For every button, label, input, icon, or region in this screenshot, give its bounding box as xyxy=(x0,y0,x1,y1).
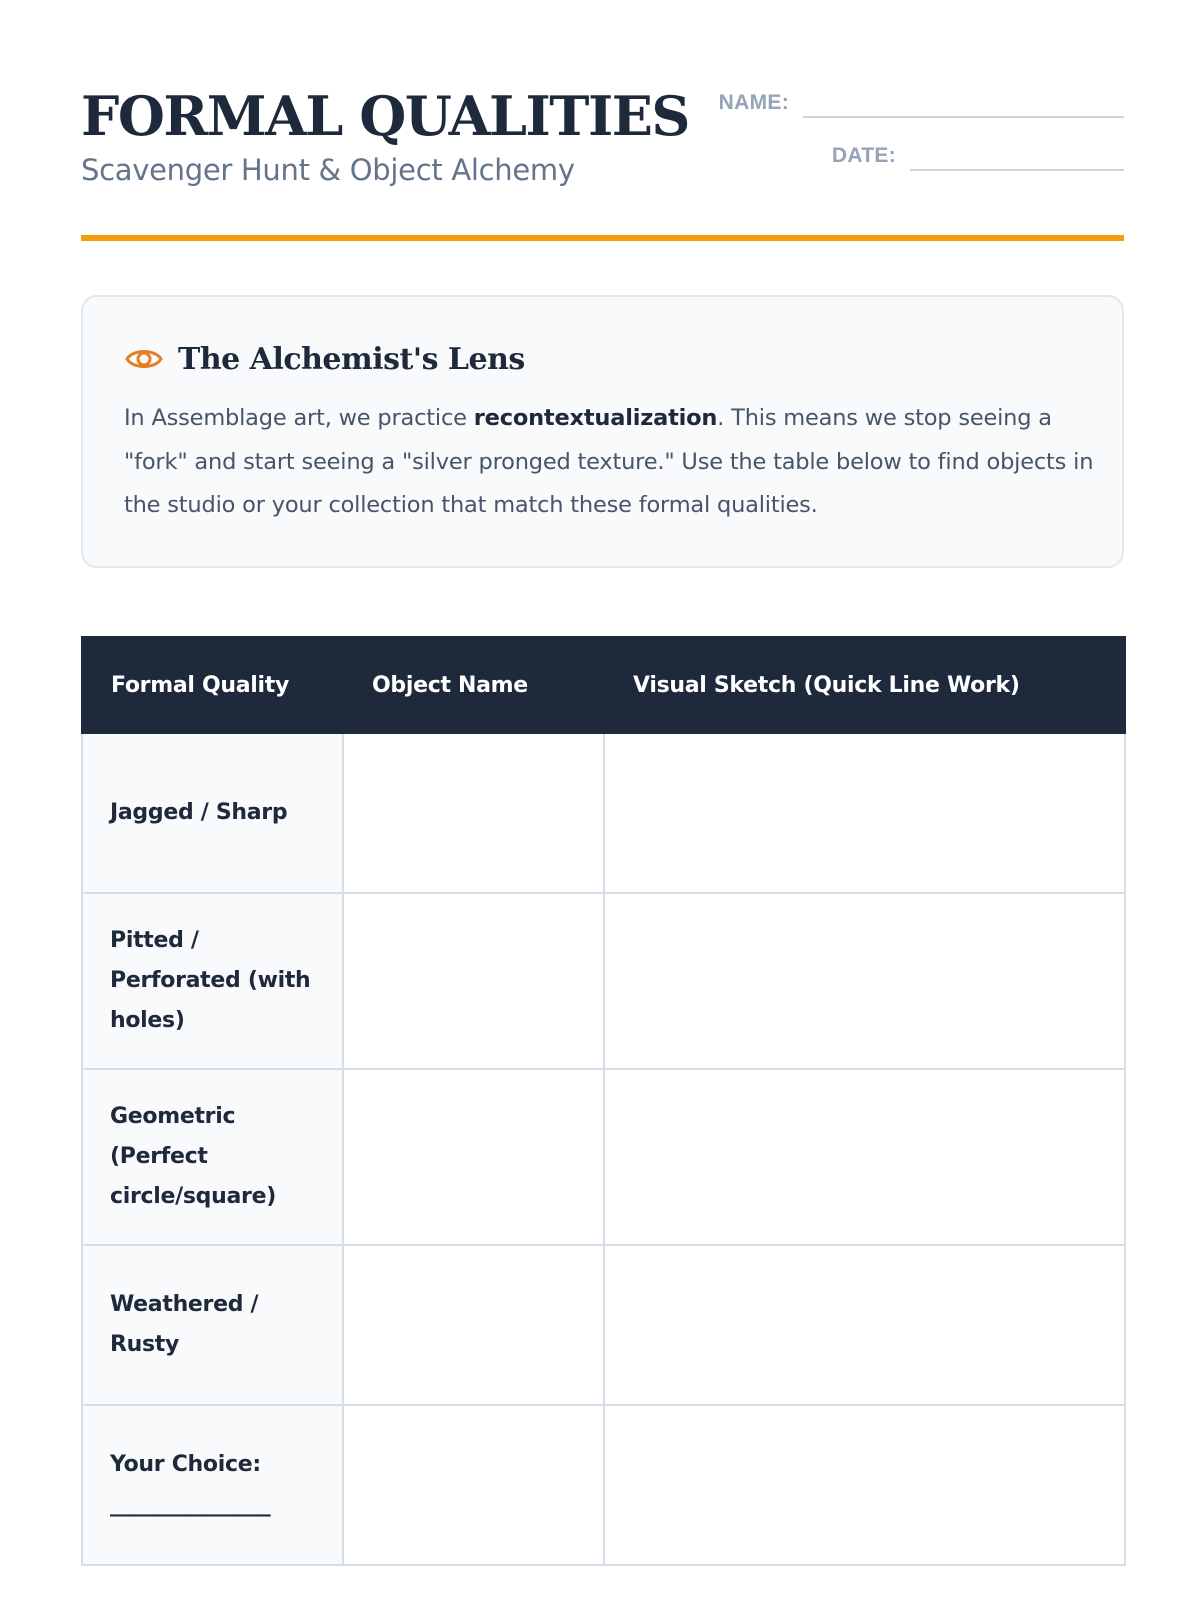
lens-title: The Alchemist's Lens xyxy=(178,341,525,377)
table-header-row xyxy=(82,637,1125,733)
table-row xyxy=(82,733,1125,893)
quality-cell: Weathered / Rusty xyxy=(82,1245,343,1405)
object-name-cell[interactable] xyxy=(343,733,604,893)
sketch-cell[interactable] xyxy=(604,733,1125,893)
table-row xyxy=(82,1405,1125,1565)
object-name-cell[interactable] xyxy=(343,893,604,1069)
header-divider xyxy=(81,235,1124,241)
lens-keyword: recontextualization xyxy=(473,405,718,431)
name-field xyxy=(719,82,1124,118)
object-name-cell[interactable] xyxy=(343,1069,604,1245)
lens-body-text xyxy=(124,397,1094,528)
table-row xyxy=(82,1069,1125,1245)
column-header-visual-sketch: Visual Sketch (Quick Line Work) xyxy=(604,637,1125,733)
lens-body-intro: In Assemblage art, we practice xyxy=(124,405,474,431)
name-input-line[interactable] xyxy=(803,82,1124,118)
date-field xyxy=(832,135,1124,171)
eye-icon xyxy=(124,339,164,379)
column-header-object-name: Object Name xyxy=(343,637,604,733)
object-name-cell[interactable] xyxy=(343,1245,604,1405)
object-name-cell[interactable] xyxy=(343,1405,604,1565)
table-row xyxy=(82,893,1125,1069)
page-subtitle: Scavenger Hunt & Object Alchemy xyxy=(81,153,575,187)
quality-cell: Your Choice: _______________ xyxy=(82,1405,343,1565)
quality-cell: Jagged / Sharp xyxy=(82,733,343,893)
quality-cell: Geometric (Perfect circle/square) xyxy=(82,1069,343,1245)
worksheet-header xyxy=(81,80,1124,240)
column-header-formal-quality: Formal Quality xyxy=(82,637,343,733)
lens-heading xyxy=(124,339,525,379)
scavenger-hunt-table xyxy=(81,636,1126,1566)
table-row xyxy=(82,1245,1125,1405)
alchemist-lens-callout xyxy=(81,295,1124,568)
sketch-cell[interactable] xyxy=(604,1069,1125,1245)
sketch-cell[interactable] xyxy=(604,893,1125,1069)
lens-body-rest: . This means we stop seeing a "fork" and start seeing a "silver pronged texture." Use the table below to find objects in the studio or your collection that match these formal qualities. xyxy=(124,405,1094,518)
date-input-line[interactable] xyxy=(910,135,1124,171)
sketch-cell[interactable] xyxy=(604,1245,1125,1405)
sketch-cell[interactable] xyxy=(604,1405,1125,1565)
date-label: DATE: xyxy=(831,144,896,167)
quality-cell: Pitted / Perforated (with holes) xyxy=(82,893,343,1069)
page-title: FORMAL QUALITIES xyxy=(81,84,689,148)
name-label: NAME: xyxy=(718,91,789,114)
